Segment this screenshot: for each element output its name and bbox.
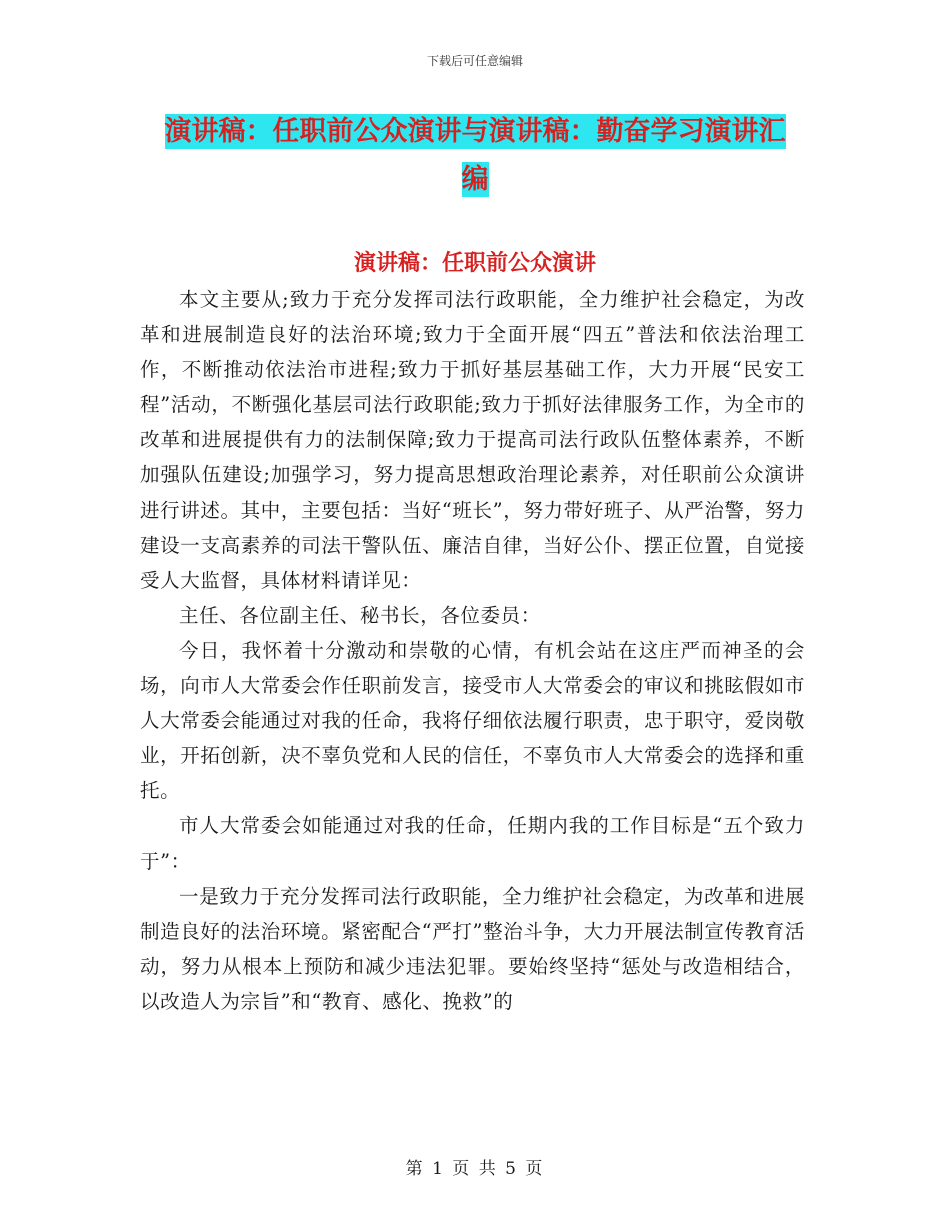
paragraph-goals: 市人大常委会如能通过对我的任命，任期内我的工作目标是“五个致力于”： xyxy=(140,814,805,873)
section-title: 演讲稿：任职前公众演讲 xyxy=(353,251,596,276)
document-title-line2: 编 xyxy=(461,164,489,195)
paragraph-salutation: 主任、各位副主任、秘书长，各位委员： xyxy=(179,603,541,627)
paragraph-opening: 今日，我怀着十分激动和崇敬的心情，有机会站在这庄严而神圣的会场，向市人大常委会作任职前发言，接受市人大常委会的审议和挑眩假如市人大常委会能通过对我的任命，我将仔细依法履行职责，忠于职守，爱岗敬业，开拓创新，决不辜负党和人民的信任，不辜负市人大常委会的选择和重托。 xyxy=(140,638,805,803)
page-number: 第 1 页 共 5 页 xyxy=(405,1159,545,1179)
body-text xyxy=(140,282,805,1019)
header-note: 下载后可任意编辑 xyxy=(426,54,523,68)
document-title xyxy=(140,108,810,204)
document-title-line1: 演讲稿：任职前公众演讲与演讲稿：勤奋学习演讲汇 xyxy=(164,116,786,147)
paragraph-goal-one: 一是致力于充分发挥司法行政职能，全力维护社会稳定，为改革和进展制造良好的法治环境。紧密配合“严打”整治斗争，大力开展法制宣传教育活动，努力从根本上预防和减少违法犯罪。要始终坚持“惩处与改造相结合，以改造人为宗旨”和“教育、感化、挽救”的 xyxy=(140,884,805,1013)
paragraph-summary: 本文主要从;致力于充分发挥司法行政职能，全力维护社会稳定，为改革和进展制造良好的法治环境;致力于全面开展“四五”普法和依法治理工作，不断推动依法治市进程;致力于抓好基层基础工作，大力开展“民安工程”活动，不断强化基层司法行政职能;致力于抓好法律服务工作，为全市的改革和进展提供有力的法制保障;致力于提高司法行政队伍整体素养，不断加强队伍建设;加强学习，努力提高思想政治理论素养，对任职前公众演讲进行讲述。其中，主要包括：当好“班长”，努力带好班子、从严治警，努力建设一支高素养的司法干警队伍、廉洁自律，当好公仆、摆正位置，自觉接受人大监督，具体材料请详见： xyxy=(140,288,805,592)
